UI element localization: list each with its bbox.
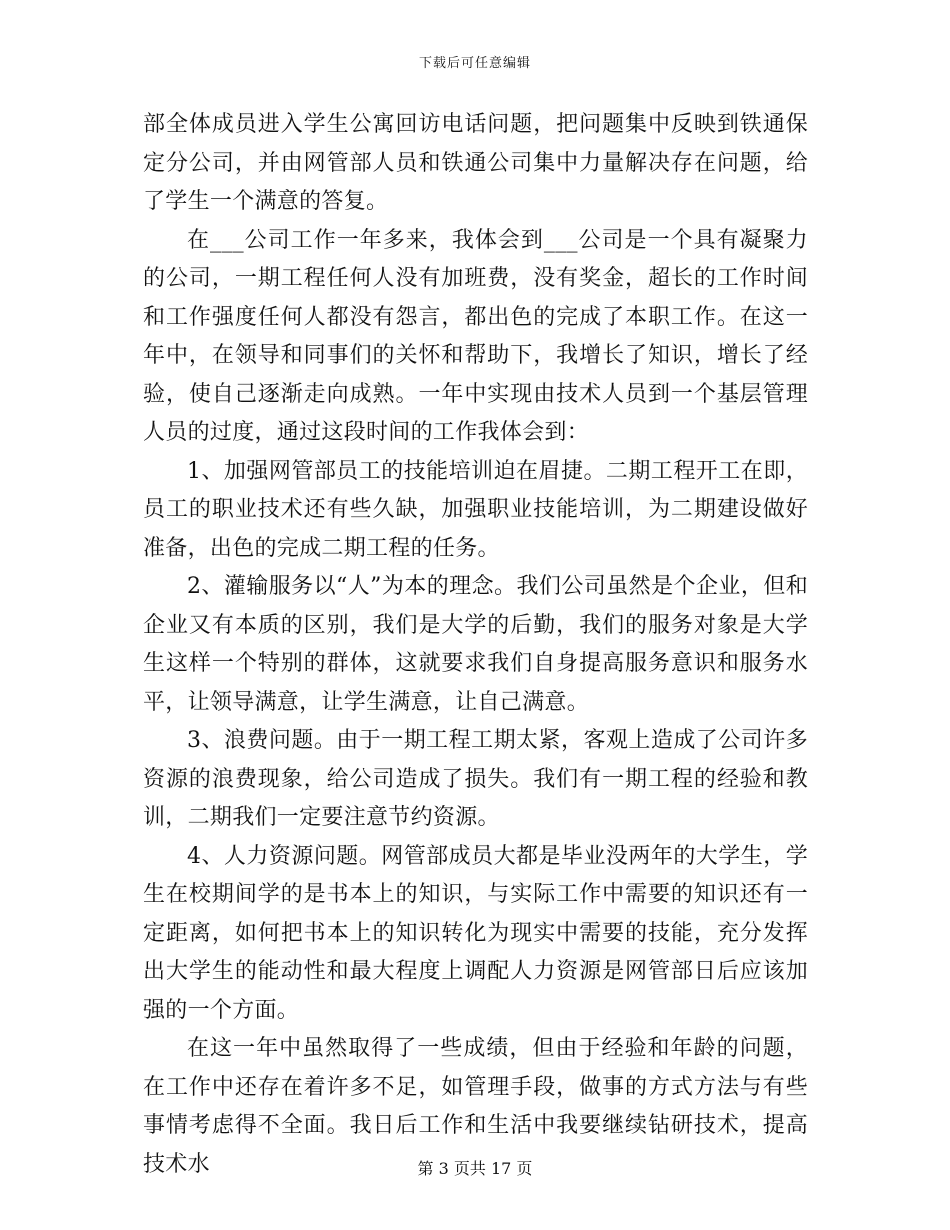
paragraph-experience: 在___公司工作一年多来，我体会到___公司是一个具有凝聚力的公司，一期工程任何人没有加班费，没有奖金，超长的工作时间和工作强度任何人都没有怨言，都出色的完成了本职工作。在这一年中，在领导和同事们的关怀和帮助下，我增长了知识，增长了经验，使自己逐渐走向成熟。一年中实现由技术人员到一个基层管理人员的过度，通过这段时间的工作我体会到： [143, 227, 808, 445]
paragraph-point-1: 1、加强网管部员工的技能培训迫在眉捷。二期工程开工在即，员工的职业技术还有些久缺，加强职业技能培训，为二期建设做好准备，出色的完成二期工程的任务。 [143, 458, 808, 561]
paragraph-continuation: 部全体成员进入学生公寓回访电话问题，把问题集中反映到铁通保定分公司，并由网管部人员和铁通公司集中力量解决存在问题，给了学生一个满意的答复。 [143, 112, 808, 214]
page-number: 第 3 页共 17 页 [417, 1159, 533, 1178]
paragraph-point-4: 4、人力资源问题。网管部成员大都是毕业没两年的大学生，学生在校期间学的是书本上的知识，与实际工作中需要的知识还有一定距离，如何把书本上的知识转化为现实中需要的技能，充分发挥出大学生的能动性和最大程度上调配人力资源是网管部日后应该加强的一个方面。 [143, 843, 808, 1023]
page-header-note: 下载后可任意编辑 [418, 56, 531, 71]
paragraph-point-3: 3、浪费问题。由于一期工程工期太紧，客观上造成了公司许多资源的浪费现象，给公司造成了损失。我们有一期工程的经验和教训，二期我们一定要注意节约资源。 [143, 728, 808, 830]
document-body [143, 106, 808, 1184]
paragraph-point-2: 2、灌输服务以“人”为本的理念。我们公司虽然是个企业，但和企业又有本质的区别，我们是大学的后勤，我们的服务对象是大学生这样一个特别的群体，这就要求我们自身提高服务意识和服务水平，让领导满意，让学生满意，让自己满意。 [143, 574, 808, 715]
paragraph-conclusion: 在这一年中虽然取得了一些成绩，但由于经验和年龄的问题，在工作中还存在着许多不足，如管理手段，做事的方式方法与有些事情考虑得不全面。我日后工作和生活中我要继续钻研技术，提高技术水 [143, 1036, 808, 1177]
